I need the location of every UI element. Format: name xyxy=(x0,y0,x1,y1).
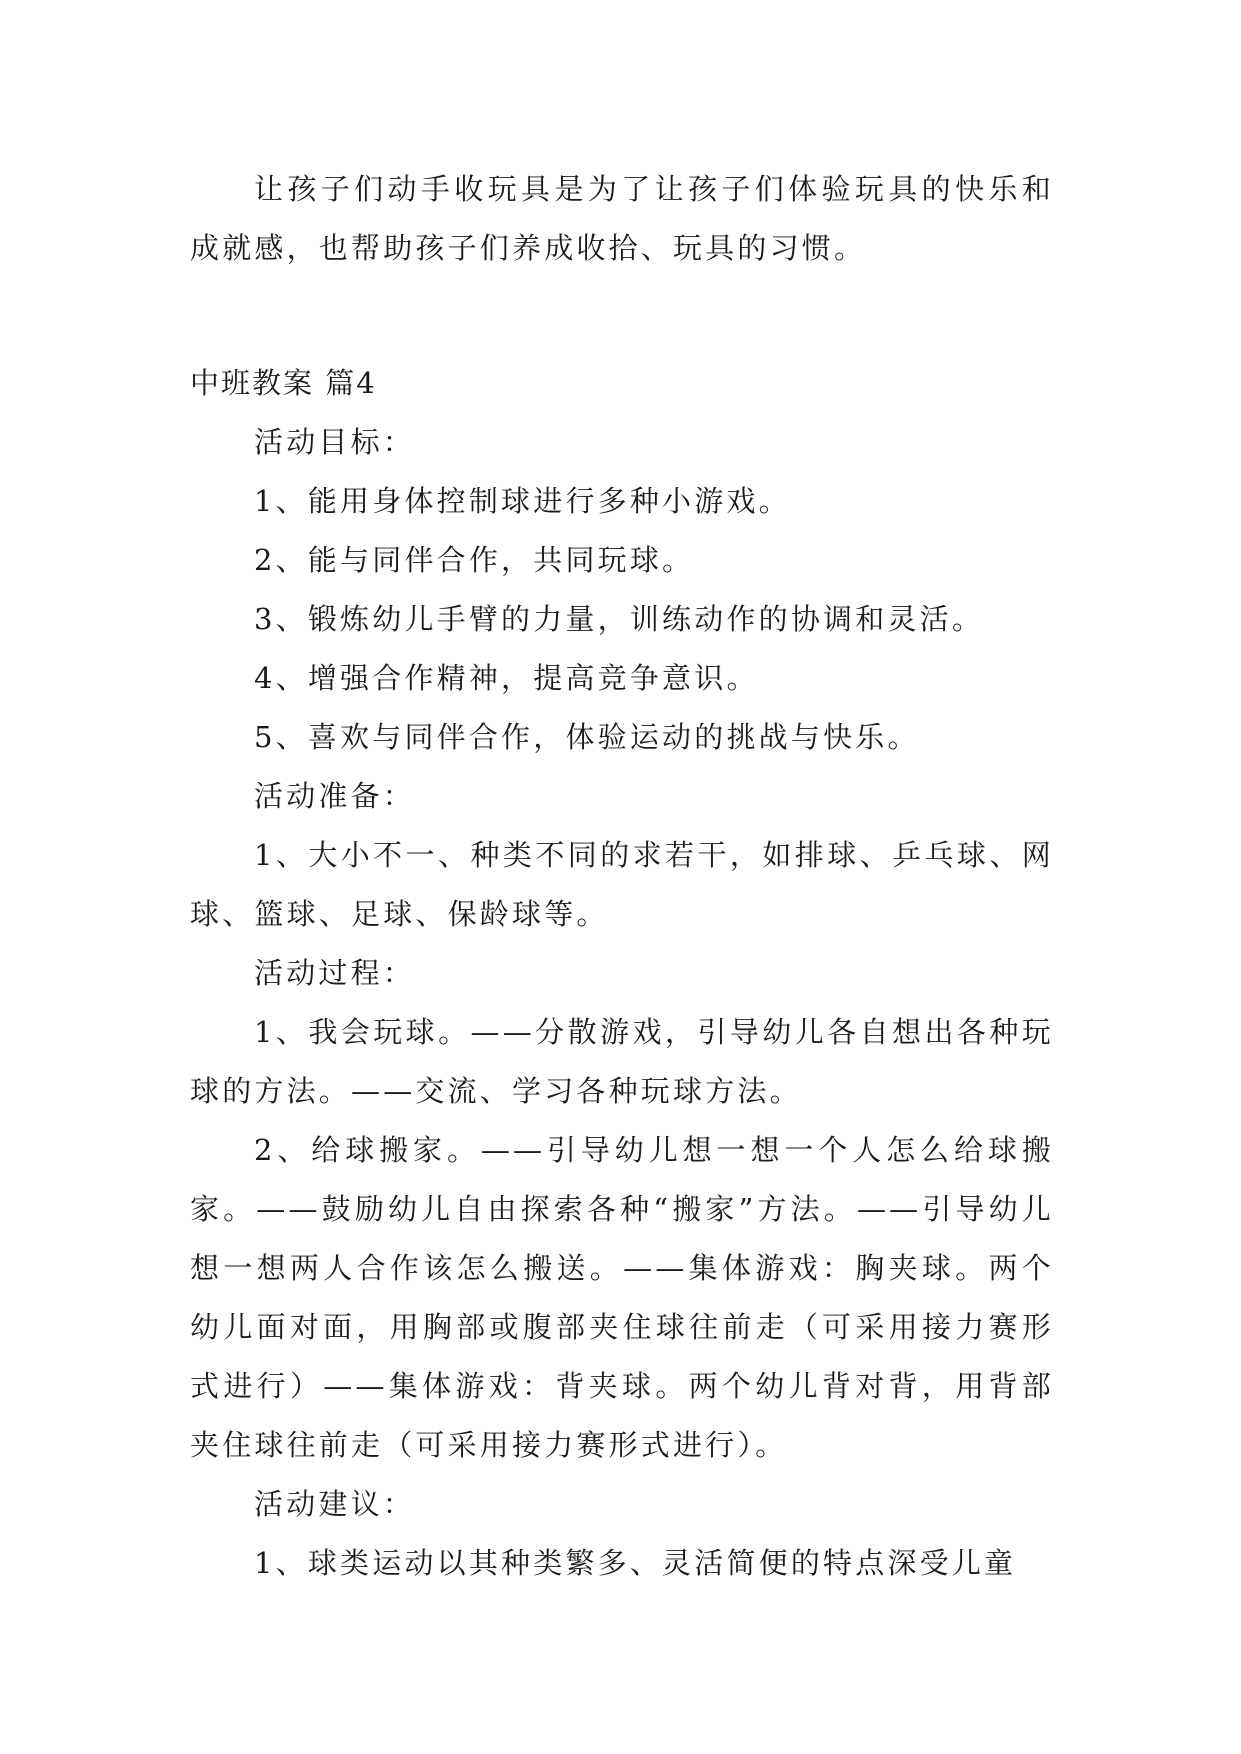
section-spacer xyxy=(190,278,1054,354)
goal-item-3: 3、锻炼幼儿手臂的力量，训练动作的协调和灵活。 xyxy=(254,602,985,636)
goal-item-5: 5、喜欢与同伴合作，体验运动的挑战与快乐。 xyxy=(254,720,920,754)
section-title: 中班教案 篇4 xyxy=(190,366,377,400)
process-heading: 活动过程： xyxy=(254,956,416,990)
goal-item-1: 1、能用身体控制球进行多种小游戏。 xyxy=(254,484,791,518)
intro-paragraph: 让孩子们动手收玩具是为了让孩子们体验玩具的快乐和成就感，也帮助孩子们养成收拾、玩具的习惯。 xyxy=(190,172,1054,265)
preparation-item-1: 1、大小不一、种类不同的求若干，如排球、乒乓球、网球、篮球、足球、保龄球等。 xyxy=(190,838,1054,931)
document-body xyxy=(190,160,1054,1593)
suggestions-heading: 活动建议： xyxy=(254,1487,416,1521)
suggestion-item-1: 1、球类运动以其种类繁多、灵活简便的特点深受儿童 xyxy=(254,1546,1017,1580)
preparation-heading: 活动准备： xyxy=(254,779,416,813)
goals-heading: 活动目标： xyxy=(254,425,416,459)
process-item-1: 1、我会玩球。——分散游戏，引导幼儿各自想出各种玩球的方法。——交流、学习各种玩球方法。 xyxy=(190,1015,1054,1108)
goal-item-4: 4、增强合作精神，提高竞争意识。 xyxy=(254,661,759,695)
goal-item-2: 2、能与同伴合作，共同玩球。 xyxy=(254,543,695,577)
process-item-2: 2、给球搬家。——引导幼儿想一想一个人怎么给球搬家。——鼓励幼儿自由探索各种“搬家”方法。——引导幼儿想一想两人合作该怎么搬送。——集体游戏：胸夹球。两个幼儿面对面，用胸部或腹部夹住球往前走（可采用接力赛形式进行）——集体游戏：背夹球。两个幼儿背对背，用背部夹住球往前走（可采用接力赛形式进行）。 xyxy=(190,1133,1054,1462)
